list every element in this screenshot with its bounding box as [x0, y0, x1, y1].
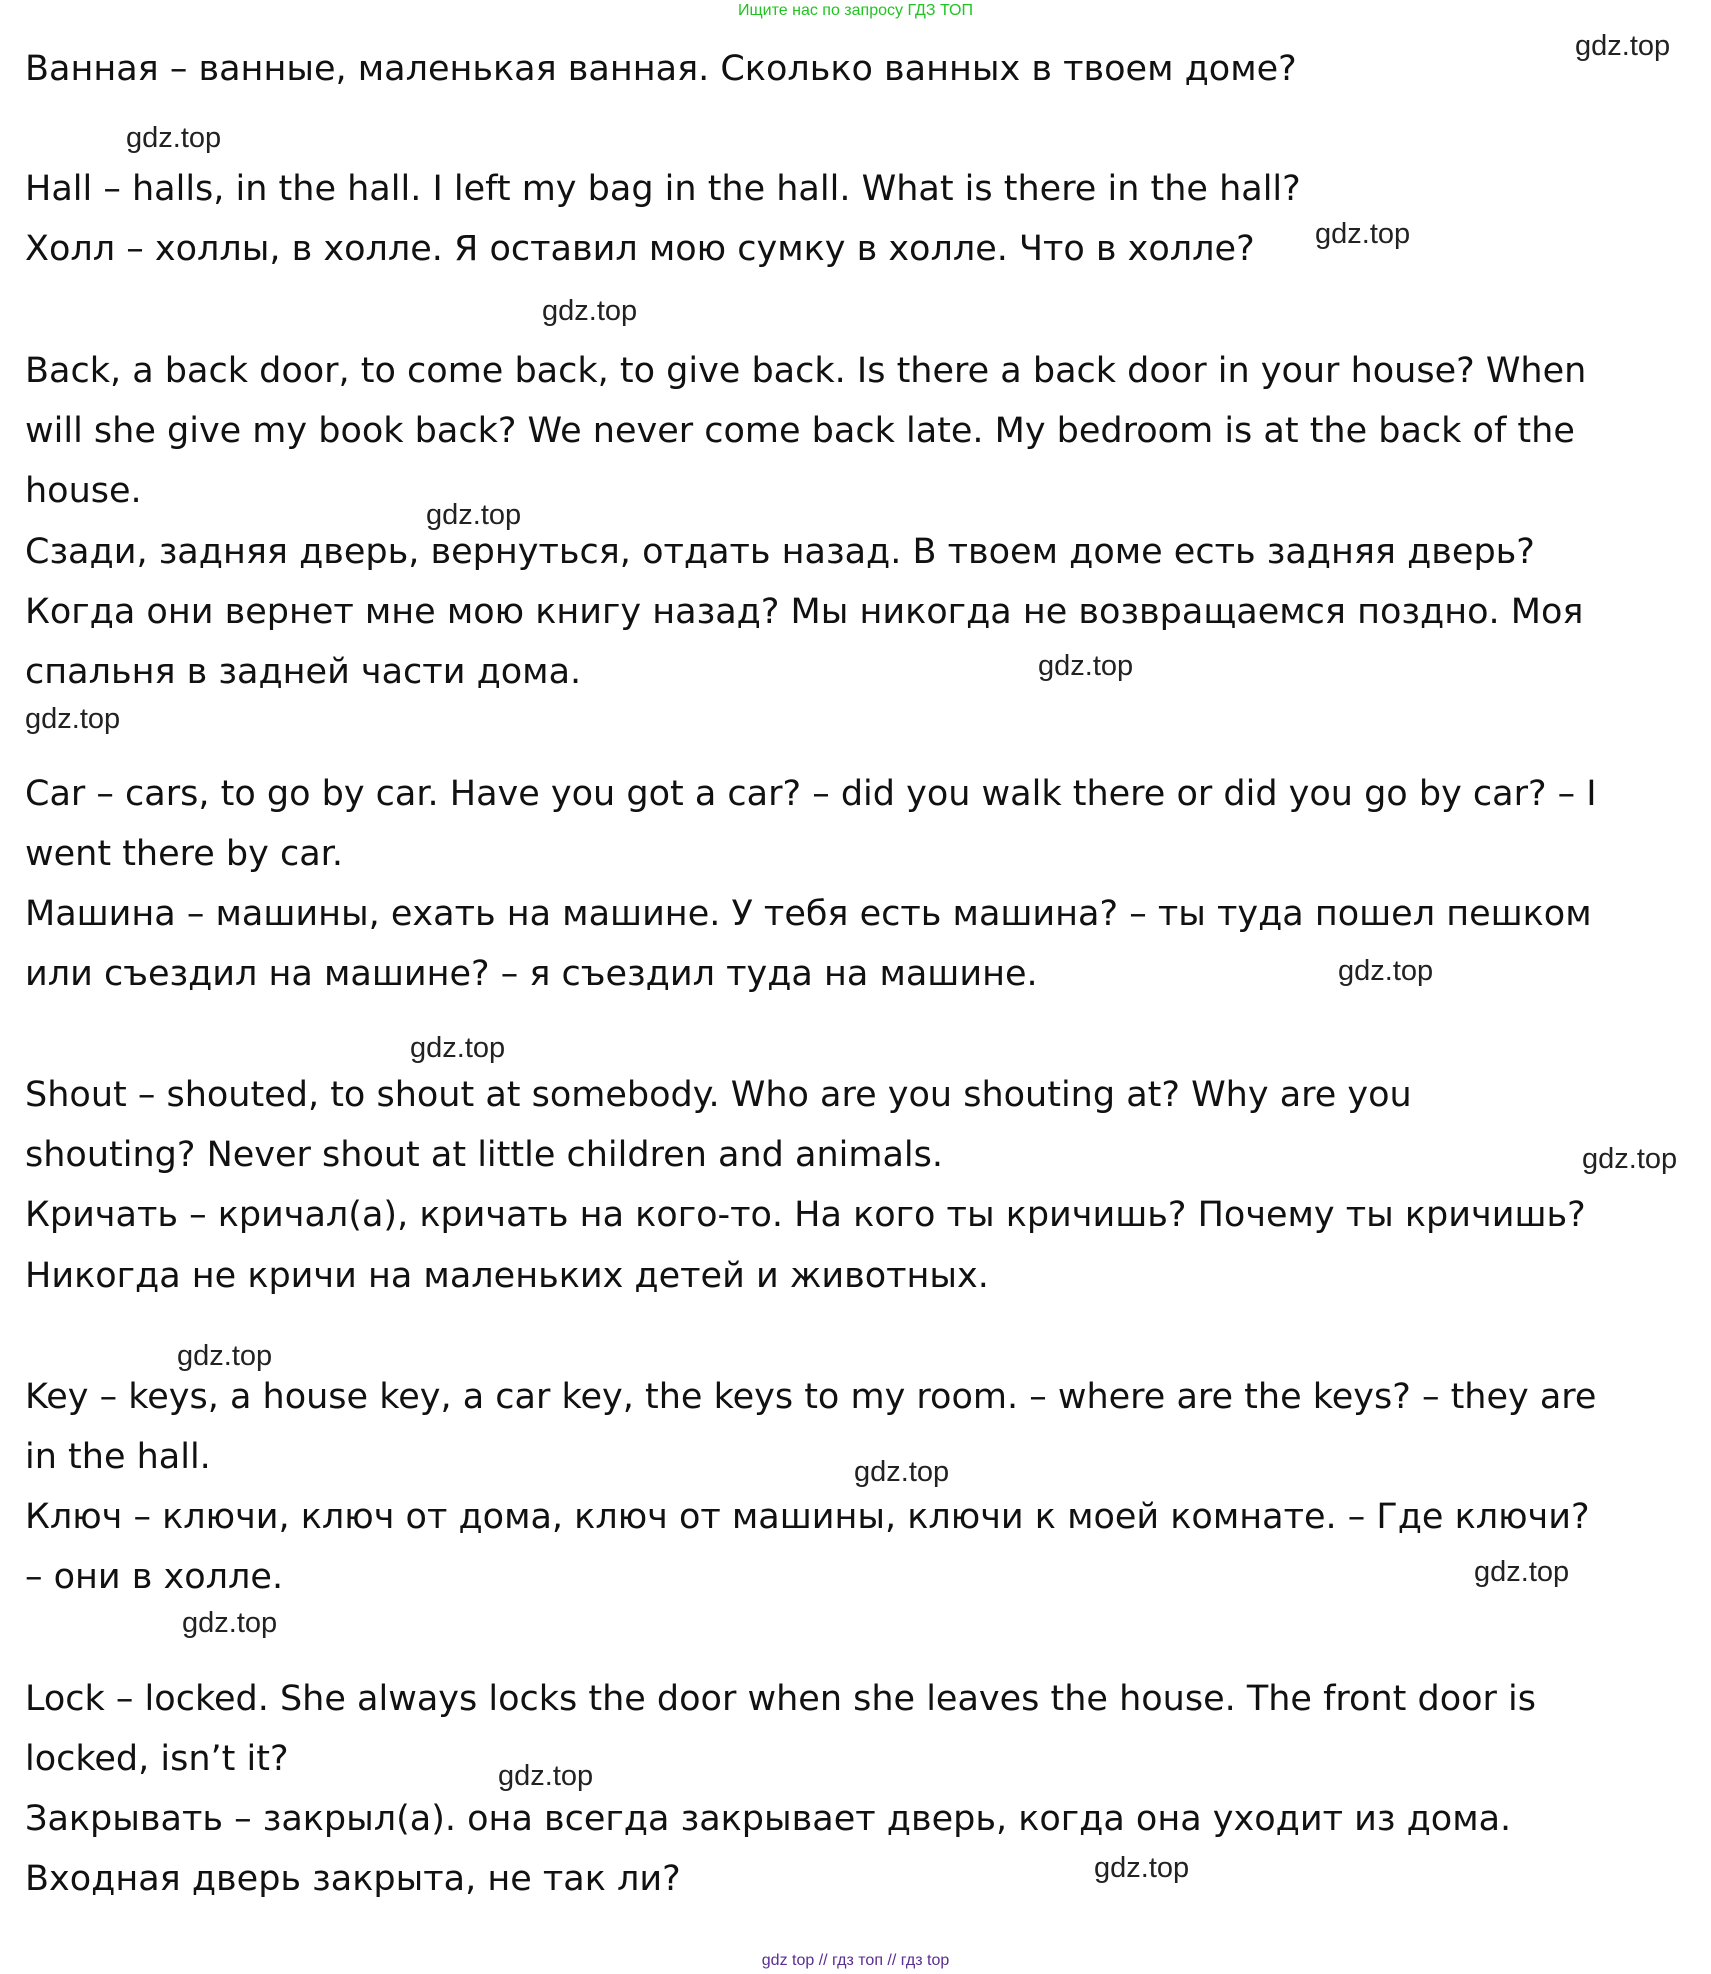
text-line: Back, a back door, to come back, to give back. Is there a back door in your house? When [25, 351, 1587, 391]
text-line: Lock – locked. She always locks the door when she leaves the house. The front door is [25, 1679, 1536, 1719]
text-line: Закрывать – закрыл(а). она всегда закрывает дверь, когда она уходит из дома. [25, 1799, 1512, 1839]
watermark: gdz.top [1474, 1556, 1570, 1588]
watermark: gdz.top [1575, 30, 1671, 62]
watermark: gdz.top [1094, 1852, 1190, 1884]
watermark: gdz.top [854, 1456, 950, 1488]
text-line: Никогда не кричи на маленьких детей и животных. [25, 1256, 989, 1296]
watermark: gdz.top [542, 295, 638, 327]
text-line: или съездил на машине? – я съездил туда на машине. [25, 954, 1038, 994]
watermark: gdz.top [126, 122, 222, 154]
text-line: shouting? Never shout at little children and animals. [25, 1135, 943, 1175]
watermark: gdz.top [1338, 955, 1434, 987]
watermark: gdz.top [182, 1607, 278, 1639]
text-line: locked, isn’t it? [25, 1739, 289, 1779]
text-line: Машина – машины, ехать на машине. У тебя есть машина? – ты туда пошел пешком [25, 894, 1592, 934]
watermark: gdz.top [177, 1340, 273, 1372]
footer-links[interactable]: gdz top // гдз топ // гдз top [761, 1952, 950, 1969]
watermark: gdz.top [25, 703, 121, 735]
text-line: Холл – холлы, в холле. Я оставил мою сумку в холле. Что в холле? [25, 229, 1255, 269]
text-line: Car – cars, to go by car. Have you got a car? – did you walk there or did you go by car? – I [25, 774, 1597, 814]
watermark: gdz.top [426, 499, 522, 531]
text-line: in the hall. [25, 1437, 211, 1477]
watermark: gdz.top [498, 1760, 594, 1792]
text-line: Shout – shouted, to shout at somebody. Who are you shouting at? Why are you [25, 1075, 1412, 1115]
top-banner[interactable]: Ищите нас по запросу ГДЗ ТОП [738, 2, 973, 19]
text-line: спальня в задней части дома. [25, 652, 582, 692]
text-line: Кричать – кричал(а), кричать на кого-то. На кого ты кричишь? Почему ты кричишь? [25, 1195, 1586, 1235]
text-line: Key – keys, a house key, a car key, the keys to my room. – where are the keys? – they are [25, 1377, 1597, 1417]
text-line: Когда они вернет мне мою книгу назад? Мы никогда не возвращаемся поздно. Моя [25, 592, 1584, 632]
text-line: went there by car. [25, 834, 343, 874]
watermark: gdz.top [1038, 650, 1134, 682]
watermark: gdz.top [1582, 1143, 1678, 1175]
text-line: Hall – halls, in the hall. I left my bag in the hall. What is there in the hall? [25, 169, 1301, 209]
text-line: Ванная – ванные, маленькая ванная. Сколько ванных в твоем доме? [25, 49, 1297, 89]
text-line: will she give my book back? We never come back late. My bedroom is at the back of the [25, 411, 1575, 451]
text-line: Входная дверь закрыта, не так ли? [25, 1859, 681, 1899]
watermark: gdz.top [410, 1032, 506, 1064]
text-line: Ключ – ключи, ключ от дома, ключ от машины, ключи к моей комнате. – Где ключи? [25, 1497, 1590, 1537]
text-line: house. [25, 471, 142, 511]
text-line: – они в холле. [25, 1557, 284, 1597]
watermark: gdz.top [1315, 218, 1411, 250]
text-line: Сзади, задняя дверь, вернуться, отдать назад. В твоем доме есть задняя дверь? [25, 532, 1535, 572]
